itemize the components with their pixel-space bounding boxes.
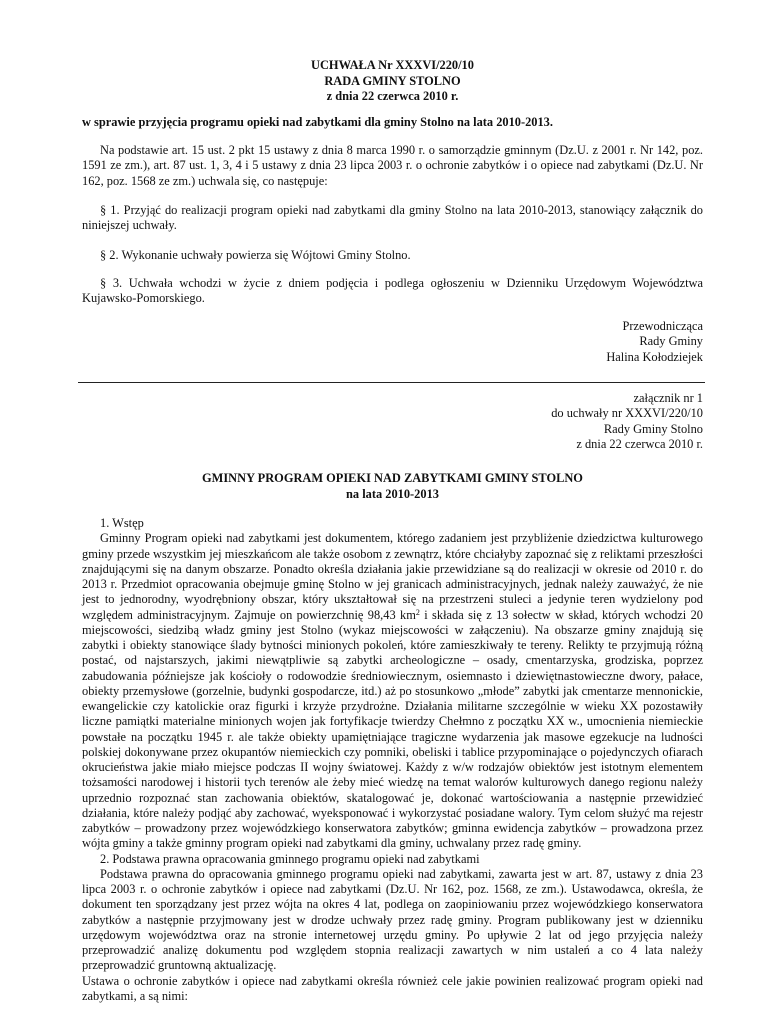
annex-reference (82, 391, 703, 452)
section-1-heading: 1. Wstęp (100, 516, 144, 530)
signature-block (82, 319, 703, 365)
resolution-number: UCHWAŁA Nr XXXVI/220/10 (311, 58, 474, 72)
program-body (82, 516, 703, 1004)
resolution-subject: w sprawie przyjęcia programu opieki nad zabytkami dla gminy Stolno na lata 2010-2013. (82, 115, 553, 129)
resolution-date: z dnia 22 czerwca 2010 r. (326, 89, 459, 103)
annex-council: Rady Gminy Stolno (603, 421, 703, 436)
program-title-line2: na lata 2010-2013 (346, 486, 439, 501)
annex-resolution: do uchwały nr XXXVI/220/10 (551, 406, 703, 421)
council-name: RADA GMINY STOLNO (324, 73, 461, 88)
section-1-text (82, 531, 703, 851)
program-title (82, 471, 703, 502)
area-unit-superscript: 2 (415, 607, 420, 617)
section-2-heading: 2. Podstawa prawna opracowania gminnego programu opieki nad zabytkami (100, 851, 480, 866)
annex-date: z dnia 22 czerwca 2010 r. (576, 436, 703, 451)
section-1-text-part2: i składa się z 13 sołectw w skład, których wchodzi 20 miejscowości, siedzibą władz gminy jest Stolno (wykaz miejscowości w załączeniu). Na obszarze gminy znajdują się zabytki i obiekty stanowiące ślady bytności minionych pokoleń, które zamieszkiwały te tereny. Relikty te przyjmują różną postać, od najstarszych, jakimi niewątpliwie są zabytki archeologiczne – osady, cmentarzyska, grodziska, poprzez zabudowania późniejsze jak kościoły o rodowodzie średniowiecznym, osiemnasto i dziewiętnastowieczne dwory, pałace, obiekty przemysłowe (gorzelnie, budynki gospodarcze, itd.) aż po stosunkowo „młode” zabytki jak cmentarze mennonickie, ewangelickie czy katolickie oraz figurki i krzyże przydrożne. Działania militarne szczególnie w wieku XX pozostawiły liczne pamiątki materialne minionych wojen jak fortyfikacje twierdzy Chełmno z początku XX w., umocnienia niemieckie powstałe na początku 1945 r. ale także obiekty upamiętniające tragiczne wydarzenia jak masowe egzekucje na ludności polskiej dokonywane przez okupantów niemieckich czy pomniki, obeliski i tablice przypominające o pojedynczych ofiarach okrucieństwa jakie miało miejsce podczas II wojny światowej. Każdy z w/w rodzajów obiektów jest istotnym elementem tożsamości narodowej i historii tych terenów ale żeby mieć wiedzę na temat walorów kulturowych danego regionu należy uprzednio rozpoznać stan zachowania obiektów, skatalogować je, dokonać wartościowania a następnie przewidzieć działania, które należy podjąć aby zachować, wyeksponować i wykorzystać posiadane walory. Tym celom służyć ma rejestr zabytków – prowadzony przez wojewódzkiego konserwatora zabytków; gminna ewidencja zabytków – prowadzona przez wójta gminy a także gminny program opieki nad zabytkami dla gminy, uchwalany przez radę gminy. (82, 607, 703, 851)
paragraph-3: § 3. Uchwała wchodzi w życie z dniem podjęcia i podlega ogłoszeniu w Dzienniku Urzędowym Województwa Kujawsko-Pomorskiego. (82, 276, 703, 306)
signature-name: Halina Kołodziejek (606, 349, 703, 364)
signature-role: Przewodnicząca (622, 319, 703, 333)
section-divider (78, 382, 705, 383)
paragraph-1: § 1. Przyjąć do realizacji program opieki nad zabytkami dla gminy Stolno na lata 2010-2013, stanowiący załącznik do niniejszej uchwały. (82, 203, 703, 233)
preamble-text: Na podstawie art. 15 ust. 2 pkt 15 ustawy z dnia 8 marca 1990 r. o samorządzie gminnym (Dz.U. z 2001 r. Nr 142, poz. 1591 ze zm.), art. 87 ust. 1, 3, 4 i 5 ustawy z dnia 23 lipca 2003 r. o ochronie zabytków i o opiece nad zabytkami (Dz.U. Nr 162, poz. 1568 ze zm.) uchwala się, co następuje: (82, 143, 703, 188)
program-title-line1: GMINNY PROGRAM OPIEKI NAD ZABYTKAMI GMINY STOLNO (202, 471, 583, 485)
section-1-text-part1: Gminny Program opieki nad zabytkami jest dokumentem, którego zadaniem jest przybliżenie dziedzictwa kulturowego gminy przede wszystkim jej mieszkańcom ale także osobom z zewnątrz, które chciałyby zapoznać się z reliktami przeszłości znajdującymi się na danym obszarze. Ponadto określa działania jakie przewidziane są do realizacji w okresie od 2010 r. do 2013 r. Przedmiot opracowania obejmuje gminę Stolno w jej granicach administracyjnych, jednak należy zauważyć, że nie jest to jednorodny, wyodrębniony obszar, który ukształtował się na przestrzeni stuleci a jedynie teren wydzielony pod względem administracyjnym. Zajmuje on powierzchnię 98,43 km (82, 531, 703, 622)
signature-body: Rady Gminy (639, 334, 703, 349)
resolution-header (82, 58, 703, 105)
section-2-text: Podstawa prawna do opracowania gminnego programu opieki nad zabytkami, zawarta jest w art. 87, ustawy z dnia 23 lipca 2003 r. o ochronie zabytków i opiece nad zabytkami (Dz.U. Nr 162, poz. 1568, ze zm.). Ustawodawca, określa, że dokument ten sporządzany jest przez wójta na okres 4 lat, podlega on zaopiniowaniu przez wojewódzkiego konserwatora zabytków a następnie przyjmowany jest w drodze uchwały przez radę gminy. Program publikowany jest w dzienniku urzędowym województwa oraz na stronie internetowej urzędu gminy. Po upływie 2 lat od jego przyjęcia należy przeprowadzić analizę dokumentu pod względem stopnia realizacji zawartych w nim ustaleń a co 4 lata należy przeprowadzić gruntowną aktualizację. (82, 866, 703, 973)
annex-number: załącznik nr 1 (633, 391, 703, 405)
section-2-text-continued: Ustawa o ochronie zabytków i opiece nad zabytkami określa również cele jakie powinien realizować program opieki nad zabytkami, a są nimi: (82, 973, 703, 1003)
paragraph-2: § 2. Wykonanie uchwały powierza się Wójtowi Gminy Stolno. (100, 248, 411, 262)
